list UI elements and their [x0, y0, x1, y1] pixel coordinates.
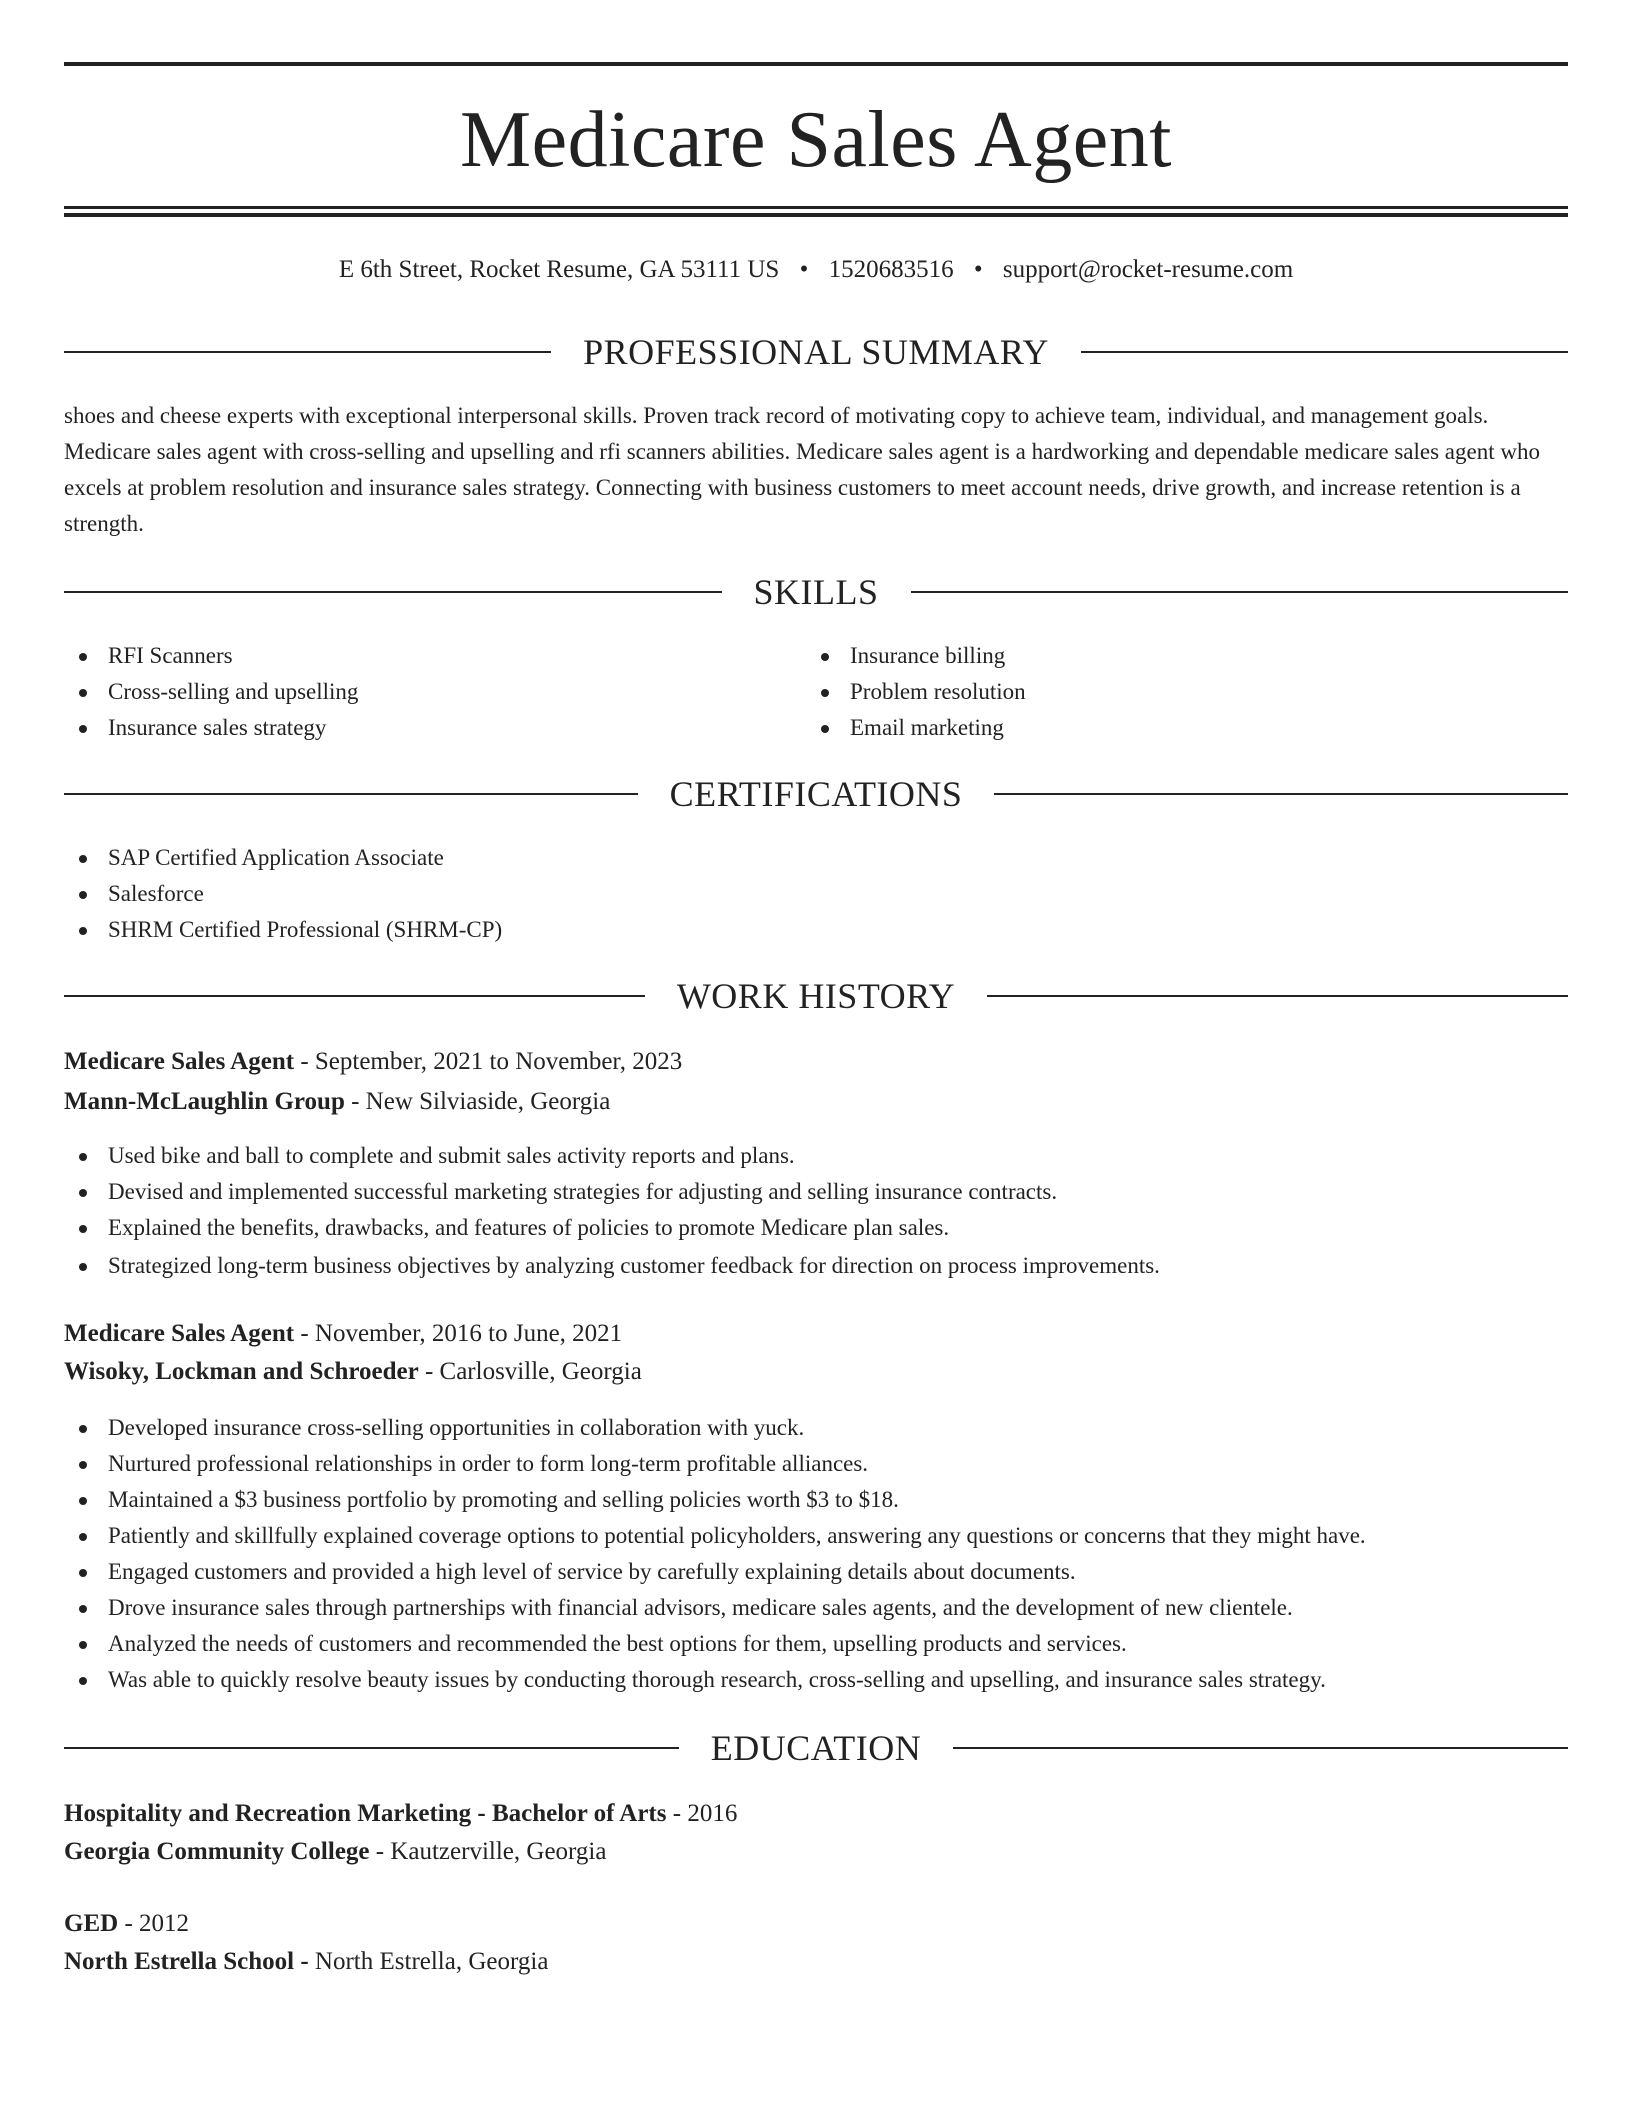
- job-bullet-text: Maintained a $3 business portfolio by promoting and selling policies worth $3 to $18.: [108, 1487, 899, 1512]
- education-location: - Kautzerville, Georgia: [369, 1838, 607, 1865]
- bullet-icon: [79, 1461, 87, 1469]
- job-bullet-text: Nurtured professional relationships in order to form long-term profitable alliances.: [108, 1451, 869, 1476]
- bullet-icon: [79, 1641, 87, 1649]
- job-bullet: [64, 1626, 1568, 1662]
- skill-label: RFI Scanners: [108, 643, 233, 668]
- job-bullet: [64, 1174, 1568, 1210]
- job-bullet: [64, 1446, 1568, 1482]
- skill-label: Email marketing: [850, 715, 1004, 740]
- section-title: SKILLS: [753, 572, 879, 612]
- job-bullet-text: Strategized long-term business objectives by analyzing customer feedback for direction on process improvements.: [108, 1253, 1160, 1278]
- section-skills-heading: [64, 570, 1568, 614]
- job-company-line: [64, 1084, 610, 1120]
- skill-item: [64, 638, 764, 674]
- job-bullet-text: Patiently and skillfully explained coverage options to potential policyholders, answering any questions or concerns that they might have.: [108, 1523, 1366, 1548]
- education-school: North Estrella School -: [64, 1948, 309, 1975]
- bullet-icon: [79, 1263, 87, 1271]
- job-title: Medicare Sales Agent: [64, 1320, 295, 1347]
- divider-line: [64, 995, 645, 997]
- section-title: CERTIFICATIONS: [669, 774, 963, 814]
- skill-label: Problem resolution: [850, 679, 1026, 704]
- certifications-list: [64, 840, 1568, 948]
- job-location: - New Silviaside, Georgia: [344, 1088, 611, 1115]
- education-degree: GED: [64, 1910, 119, 1937]
- bullet-icon: [79, 1425, 87, 1433]
- job-title-line: [64, 1316, 622, 1352]
- bullet-icon: [79, 1569, 87, 1577]
- job-bullet: [64, 1662, 1568, 1698]
- bullet-icon: [79, 1153, 87, 1161]
- skill-item: [64, 710, 764, 746]
- education-school-line: [64, 1944, 548, 1980]
- contact-address: E 6th Street, Rocket Resume, GA 53111 US: [338, 256, 780, 283]
- contact-separator: •: [799, 256, 809, 283]
- section-work-heading: [64, 974, 1568, 1018]
- job-bullet: [64, 1554, 1568, 1590]
- contact-separator: •: [973, 256, 983, 283]
- skills-list-right: [806, 638, 1506, 746]
- education-year: - 2012: [118, 1910, 190, 1937]
- job-bullet-text: Analyzed the needs of customers and recommended the best options for them, upselling products and services.: [108, 1631, 1127, 1656]
- bullet-icon: [79, 891, 87, 899]
- job-bullet-text: Explained the benefits, drawbacks, and features of policies to promote Medicare plan sales.: [108, 1215, 950, 1240]
- divider-line: [911, 591, 1569, 593]
- job-bullet: [64, 1410, 1568, 1446]
- job-bullet-text: Used bike and ball to complete and submit sales activity reports and plans.: [108, 1143, 795, 1168]
- job-bullet: [64, 1482, 1568, 1518]
- bullet-icon: [79, 1189, 87, 1197]
- job-company-line: [64, 1354, 642, 1390]
- certification-label: SHRM Certified Professional (SHRM-CP): [108, 917, 503, 942]
- job-bullets: [64, 1410, 1568, 1698]
- education-degree-line: [64, 1796, 737, 1832]
- bullet-icon: [79, 855, 87, 863]
- skill-item: [806, 710, 1506, 746]
- skill-label: Insurance sales strategy: [108, 715, 327, 740]
- section-title: PROFESSIONAL SUMMARY: [583, 332, 1049, 372]
- contact-email: support@rocket-resume.com: [1002, 256, 1294, 283]
- certification-item: [64, 876, 1568, 912]
- certification-label: Salesforce: [108, 881, 204, 906]
- divider-line: [64, 793, 638, 795]
- education-degree: Hospitality and Recreation Marketing - Bachelor of Arts: [64, 1800, 667, 1827]
- job-dates: - November, 2016 to June, 2021: [294, 1320, 623, 1347]
- job-bullet-text: Devised and implemented successful marketing strategies for adjusting and selling insurance contracts.: [108, 1179, 1058, 1204]
- certification-item: [64, 840, 1568, 876]
- skill-label: Insurance billing: [850, 643, 1006, 668]
- title-rule-lower: [64, 213, 1568, 217]
- job-bullet: [64, 1138, 1568, 1174]
- section-summary-heading: [64, 330, 1568, 374]
- divider-line: [64, 1747, 679, 1749]
- job-dates: - September, 2021 to November, 2023: [294, 1048, 683, 1075]
- education-location: North Estrella, Georgia: [308, 1948, 549, 1975]
- job-title: Medicare Sales Agent: [64, 1048, 295, 1075]
- job-bullets: [64, 1138, 1568, 1284]
- bullet-icon: [79, 1497, 87, 1505]
- education-degree-line: [64, 1906, 189, 1942]
- job-bullet-text: Engaged customers and provided a high level of service by carefully explaining details about documents.: [108, 1559, 1076, 1584]
- job-bullet-text: Was able to quickly resolve beauty issues by conducting thorough research, cross-selling and upselling, and insurance sales strategy.: [108, 1667, 1326, 1692]
- job-location: - Carlosville, Georgia: [418, 1358, 642, 1385]
- job-bullet: [64, 1248, 1568, 1284]
- bullet-icon: [79, 725, 87, 733]
- education-year: - 2016: [666, 1800, 738, 1827]
- section-title: EDUCATION: [710, 1728, 922, 1768]
- skill-item: [64, 674, 764, 710]
- page-title: Medicare Sales Agent: [460, 96, 1172, 184]
- bullet-icon: [79, 927, 87, 935]
- divider-line: [953, 1747, 1568, 1749]
- section-certifications-heading: [64, 772, 1568, 816]
- job-bullet: [64, 1210, 1568, 1246]
- divider-line: [64, 351, 551, 353]
- bullet-icon: [79, 1605, 87, 1613]
- bullet-icon: [821, 689, 829, 697]
- skill-item: [806, 638, 1506, 674]
- title-rule-upper: [64, 206, 1568, 209]
- section-education-heading: [64, 1726, 1568, 1770]
- divider-line: [987, 995, 1568, 997]
- skills-list-left: [64, 638, 764, 746]
- skill-item: [806, 674, 1506, 710]
- bullet-icon: [821, 653, 829, 661]
- job-company: Mann-McLaughlin Group: [64, 1088, 345, 1115]
- bullet-icon: [79, 1533, 87, 1541]
- job-bullet: [64, 1518, 1568, 1554]
- contact-line: [64, 254, 1568, 286]
- education-school: Georgia Community College: [64, 1838, 370, 1865]
- section-title: WORK HISTORY: [676, 976, 956, 1016]
- job-title-line: [64, 1044, 682, 1080]
- job-bullet-text: Drove insurance sales through partnerships with financial advisors, medicare sales agents, and the development of new clientele.: [108, 1595, 1293, 1620]
- job-bullet-text: Developed insurance cross-selling opportunities in collaboration with yuck.: [108, 1415, 805, 1440]
- contact-phone: 1520683516: [828, 256, 954, 283]
- job-bullet: [64, 1590, 1568, 1626]
- certification-label: SAP Certified Application Associate: [108, 845, 444, 870]
- summary-text: shoes and cheese experts with exceptional interpersonal skills. Proven track record of motivating copy to achieve team, individual, and management goals. Medicare sales agent with cross-selling and upselling and rfi scanners abilities. Medicare sales agent is a hardworking and dependable medicare sales agent who excels at problem resolution and insurance sales strategy. Connecting with business customers to meet account needs, drive growth, and increase retention is a strength.: [64, 403, 1540, 536]
- top-rule: [64, 62, 1568, 66]
- certification-item: [64, 912, 1568, 948]
- skill-label: Cross-selling and upselling: [108, 679, 359, 704]
- divider-line: [64, 591, 722, 593]
- bullet-icon: [821, 725, 829, 733]
- bullet-icon: [79, 689, 87, 697]
- job-company: Wisoky, Lockman and Schroeder: [64, 1358, 419, 1385]
- divider-line: [994, 793, 1568, 795]
- divider-line: [1081, 351, 1568, 353]
- education-school-line: [64, 1834, 606, 1870]
- bullet-icon: [79, 1225, 87, 1233]
- bullet-icon: [79, 1677, 87, 1685]
- bullet-icon: [79, 653, 87, 661]
